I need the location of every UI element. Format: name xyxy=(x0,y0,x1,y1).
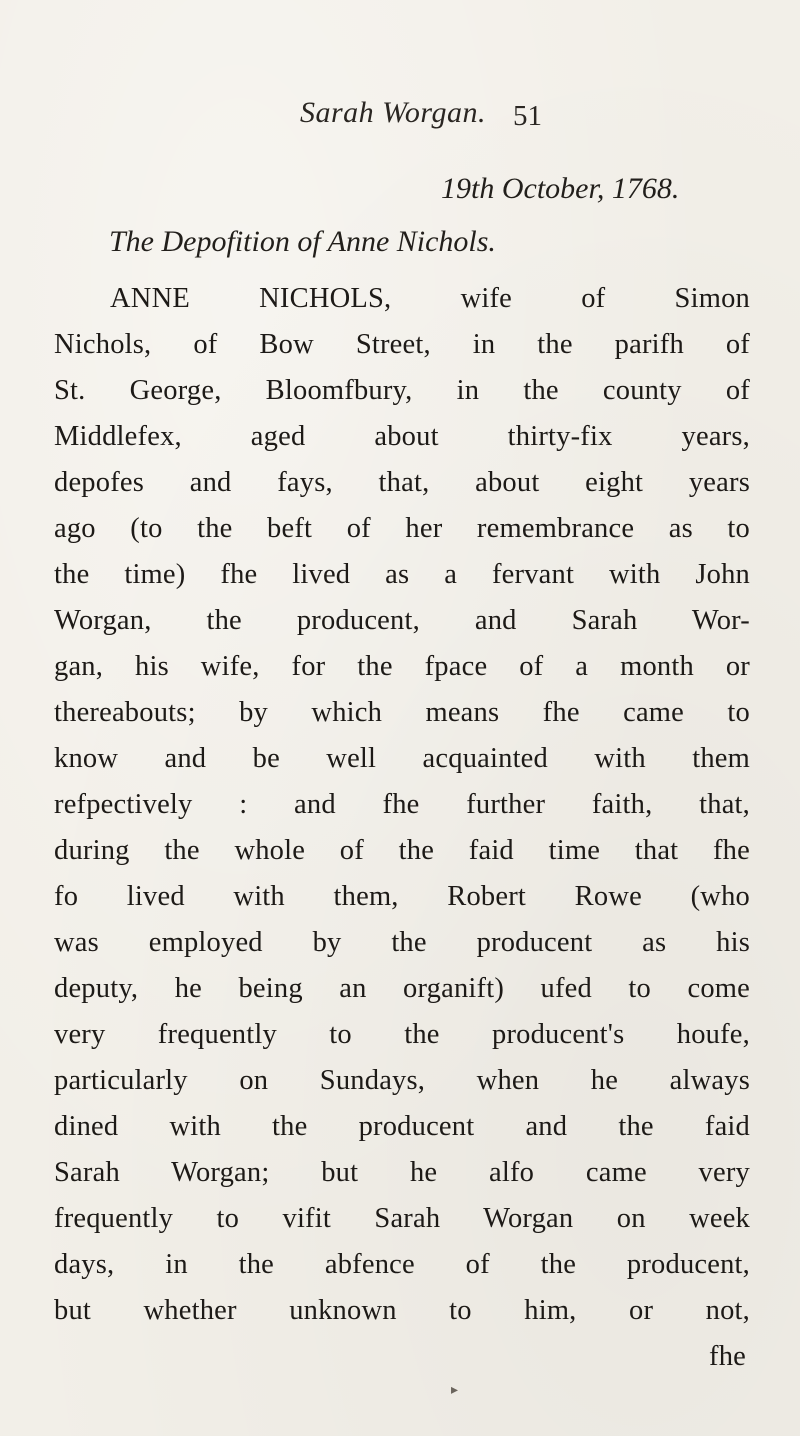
text-line: particularly on Sundays, when he always xyxy=(54,1065,750,1096)
printer-mark-icon: ▸ xyxy=(451,1382,459,1398)
catchword: fhe xyxy=(709,1341,746,1372)
deposition-heading: The Depofition of Anne Nichols. xyxy=(109,225,496,258)
running-title: Sarah Worgan. xyxy=(300,96,486,129)
text-line: ANNE NICHOLS, wife of Simon xyxy=(110,283,750,314)
text-line: Middlefex, aged about thirty-fix years, xyxy=(54,421,750,452)
text-line: very frequently to the producent's houfe, xyxy=(54,1019,750,1050)
text-line: was employed by the producent as his xyxy=(54,927,750,958)
text-line: gan, his wife, for the fpace of a month or xyxy=(54,651,750,682)
text-line: ago (to the beft of her remembrance as to xyxy=(54,513,750,544)
text-line: frequently to vifit Sarah Worgan on week xyxy=(54,1203,750,1234)
text-line: know and be well acquainted with them xyxy=(54,743,750,774)
body-text xyxy=(54,276,750,1380)
text-line: refpectively : and fhe further faith, that, xyxy=(54,789,750,820)
text-line: days, in the abfence of the producent, xyxy=(54,1249,750,1280)
text-line: during the whole of the faid time that fhe xyxy=(54,835,750,866)
page-number: 51 xyxy=(513,100,542,132)
date-line: 19th October, 1768. xyxy=(441,172,680,205)
text-line: thereabouts; by which means fhe came to xyxy=(54,697,750,728)
text-line: fo lived with them, Robert Rowe (who xyxy=(54,881,750,912)
text-line: dined with the producent and the faid xyxy=(54,1111,750,1142)
text-line: the time) fhe lived as a fervant with John xyxy=(54,559,750,590)
text-line: St. George, Bloomfbury, in the county of xyxy=(54,375,750,406)
text-line: deputy, he being an organift) ufed to come xyxy=(54,973,750,1004)
text-line: Sarah Worgan; but he alfo came very xyxy=(54,1157,750,1188)
running-head xyxy=(0,96,800,140)
text-line: depofes and fays, that, about eight years xyxy=(54,467,750,498)
text-line: Worgan, the producent, and Sarah Wor- xyxy=(54,605,750,636)
text-line: but whether unknown to him, or not, xyxy=(54,1295,750,1326)
text-line: Nichols, of Bow Street, in the parifh of xyxy=(54,329,750,360)
